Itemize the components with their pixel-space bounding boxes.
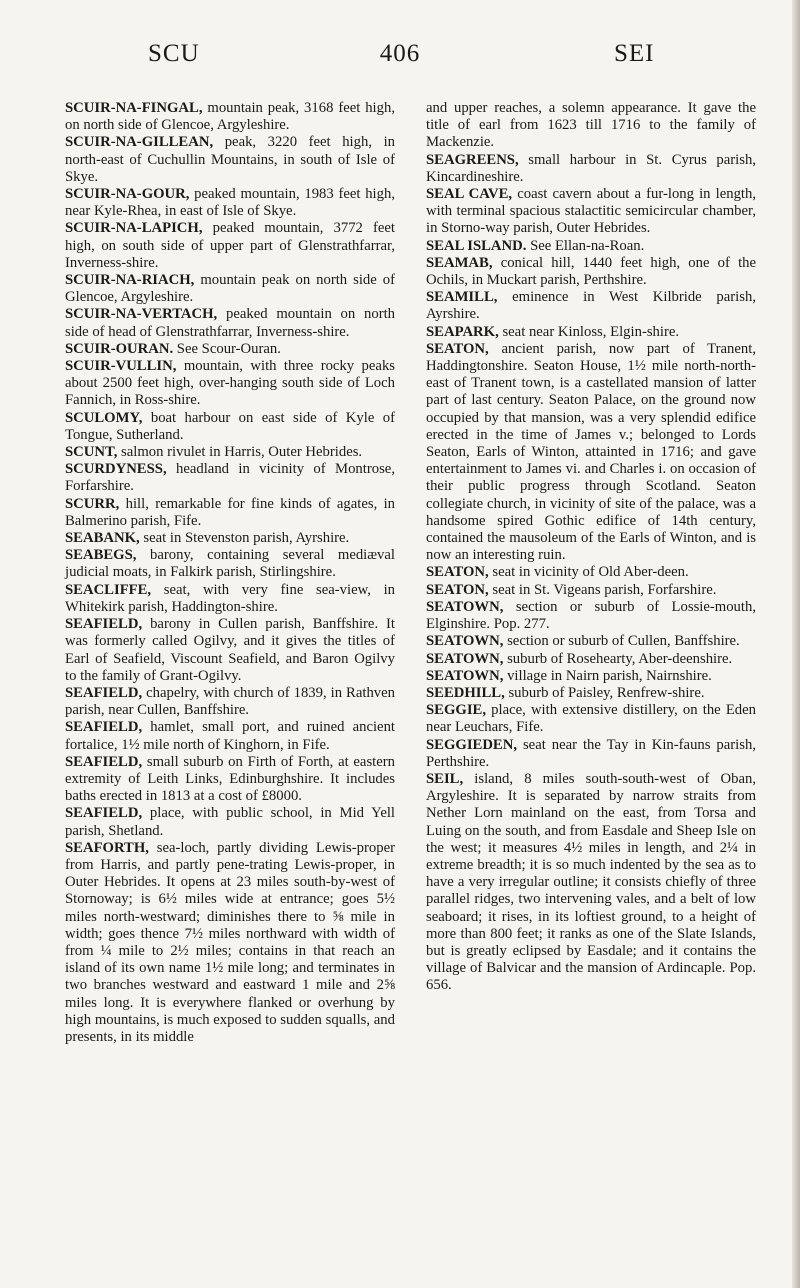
left-column [65,100,395,1046]
gazetteer-entry [426,771,756,995]
gazetteer-entry [65,444,395,461]
gazetteer-entry [65,461,395,495]
gazetteer-entry [426,324,756,341]
entry-text: headland in vicinity of Montrose, Forfarshire. [65,461,396,495]
gazetteer-entry [426,289,756,323]
entry-text: hill, remarkable for fine kinds of agates, in Balmerino parish, Fife. [65,495,396,529]
gazetteer-entry [426,341,756,565]
entry-headword: SEACLIFFE, [65,581,152,598]
entry-headword: SEAL ISLAND. [426,237,527,254]
entry-headword: SCUIR-NA-VERTACH, [65,306,218,323]
entry-headword: SEATOWN, [426,598,504,615]
entry-headword: SEIL, [426,770,464,787]
entry-headword: SEAFIELD, [65,753,143,770]
entry-headword: SEGGIE, [426,702,486,719]
entry-headword: SEAGREENS, [426,151,519,168]
page-edge [792,0,800,1288]
entry-text: sea-loch, partly dividing Lewis-proper from Harris, and partly pene-trating Lewis-proper, in Outer Hebrides. It opens at 23 miles south-by-west of Stornoway; is 6½ miles wide at entrance; goes 5½ miles north-westward; diminishes there to ⅝ mile in width; goes thence 7½ miles northward with width of from ¼ mile to 2½ miles; contains in that reach an island of its own name 1½ mile long; and terminates in two branches westward and eastward 1 mile and 2⅝ miles long. It is everywhere flanked or overhung by high mountains, is much exposed to sudden squalls, and presents, in its middle [65,839,395,1045]
entry-headword: SEABANK, [65,530,140,547]
entry-text: seat in vicinity of Old Aber-deen. [492,564,689,581]
entry-text: barony, containing several mediæval judicial moats, in Falkirk parish, Stirlingshire. [65,547,395,581]
entry-headword: SEATOWN, [426,667,504,684]
entry-text: seat, with very fine sea-view, in Whitekirk parish, Haddington-shire. [65,581,396,615]
entry-headword: SCUIR-NA-GOUR, [65,186,190,203]
gazetteer-entry [65,530,395,547]
entry-headword: SCULOMY, [65,409,143,426]
gazetteer-entry [65,547,395,581]
gazetteer-entry [65,186,395,220]
entry-text: small harbour in St. Cyrus parish, Kincardineshire. [426,151,756,185]
entry-text: seat in St. Vigeans parish, Forfarshire. [492,581,717,598]
entry-text: ancient parish, now part of Tranent, Haddingtonshire. Seaton House, 1½ mile north-north-east of Tranent town, is a castellated mansion of latter part of last century. Seaton Palace, on the ground now occupied by that mansion, was a very splendid edifice erected in the time of James v.; belonged to Lords Seaton, Earls of Winton, attainted in 1716; and gave entertainment to James vi. and Charles i. on occasion of their public progress through Scotland. Seaton collegiate church, in vicinity of site of the palace, was a handsome spired Gothic edifice of 14th century, contained the mausoleum of the Earls of Winton, and is now an interesting ruin. [426,340,756,564]
gazetteer-entry [426,255,756,289]
gazetteer-entry [426,582,756,599]
entry-text: place, with extensive distillery, on the Eden near Leuchars, Fife. [426,702,757,736]
entry-text: hamlet, small port, and ruined ancient fortalice, 1½ mile north of Kinghorn, in Fife. [65,719,395,753]
entry-text: village in Nairn parish, Nairnshire. [507,667,712,684]
entry-text: mountain peak on north side of Glencoe, Argyleshire. [65,272,396,306]
gazetteer-entry [426,668,756,685]
gazetteer-entry [65,840,395,1046]
entry-headword: SEAFIELD, [65,684,143,701]
gazetteer-entry [65,685,395,719]
gazetteer-entry [426,737,756,771]
entry-headword: SEAFIELD, [65,805,143,822]
gazetteer-entry [426,238,756,255]
entry-text: suburb of Rosehearty, Aber-deenshire. [507,650,733,667]
gazetteer-entry [426,702,756,736]
entry-text: coast cavern about a fur-long in length, with terminal spacious stalactitic semicircular chamber, in Storno-way parish, Outer Hebrides. [426,186,757,237]
gazetteer-entry [65,616,395,685]
gazetteer-entry [65,306,395,340]
entry-text: conical hill, 1440 feet high, one of the Ochils, in Muckart parish, Perthshire. [426,254,757,289]
gazetteer-entry [426,100,756,152]
entry-text: seat in Stevenston parish, Ayrshire. [143,530,350,547]
entry-headword: SEEDHILL, [426,684,505,701]
entry-text: seat near the Tay in Kin-fauns parish, Perthshire. [426,736,756,770]
header-left-catchword: SCU [148,40,200,67]
gazetteer-entry [65,220,395,272]
gazetteer-entry [426,564,756,581]
entry-headword: SCURDYNESS, [65,461,167,478]
gazetteer-entry [426,633,756,650]
entry-text: See Scour-Ouran. [176,340,281,357]
entry-text: barony in Cullen parish, Banffshire. It was formerly called Ogilvy, and it gives the titles of Earl of Seafield, Viscount Seafield, and Baron Ogilvy to the family of Grant-Ogilvy. [65,616,396,684]
gazetteer-entry [65,805,395,839]
entry-text: and upper reaches, a solemn appearance. It gave the title of earl from 1623 till 1716 to the family of Mackenzie. [426,100,756,151]
entry-text: island, 8 miles south-south-west of Oban, Argyleshire. It is separated by narrow straits from Nether Lorn mainland on the east, from Torsa and Luing on the south, and from Easdale and Sheep Isle on the west; it measures 4½ miles in length, and 2¼ in extreme breadth; it is so much indented by the sea as to have a very irregular outline; it consists chiefly of three parallel ridges, two intervening vales, and a belt of low seaboard; it rises, in its loftiest ground, to a height of more than 800 feet; it ranks as one of the Slate Islands, but is greatly eclipsed by Easdale; and it contains the village of Balvicar and the mansion of Ardincaple. Pop. 656. [426,770,756,994]
entry-headword: SEABEGS, [65,547,137,564]
entry-headword: SEATOWN, [426,650,504,667]
gazetteer-entry [65,754,395,806]
header-right-catchword: SEI [614,40,655,67]
gazetteer-entry [65,358,395,410]
gazetteer-entry [65,134,395,186]
entry-headword: SEATON, [426,581,489,598]
gazetteer-entry [65,582,395,616]
right-column [426,100,756,995]
entry-text: See Ellan-na-Roan. [530,237,645,254]
entry-headword: SCUIR-VULLIN, [65,358,177,375]
entry-headword: SEGGIEDEN, [426,736,518,753]
gazetteer-entry [65,410,395,444]
entry-headword: SEATON, [426,340,489,357]
page-number: 406 [379,40,421,67]
entry-headword: SEAMILL, [426,289,498,306]
entry-text: small suburb on Firth of Forth, at eastern extremity of Leith Links, Edinburghshire. It includes baths erected in 1813 at a cost of £8000. [65,753,395,805]
entry-headword: SCUIR-NA-LAPICH, [65,220,203,237]
entry-text: peaked mountain, 3772 feet high, on south side of upper part of Glenstrathfarrar, Inverness-shire. [65,220,395,271]
gazetteer-entry [65,719,395,753]
entry-headword: SEAMAB, [426,254,493,271]
entry-headword: SCUIR-NA-GILLEAN, [65,134,214,151]
entry-headword: SEAFORTH, [65,839,149,856]
entry-text: section or suburb of Lossie-mouth, Elginshire. Pop. 277. [426,598,756,633]
entry-headword: SCUNT, [65,444,118,461]
entry-text: chapelry, with church of 1839, in Rathven parish, near Cullen, Banffshire. [65,684,395,719]
entry-headword: SCUIR-OURAN. [65,340,174,357]
entry-headword: SCUIR-NA-FINGAL, [65,100,203,116]
entry-headword: SCUIR-NA-RIACH, [65,272,195,289]
entry-text: eminence in West Kilbride parish, Ayrshire. [426,289,756,323]
entry-text: peaked mountain, 1983 feet high, near Kyle-Rhea, in east of Isle of Skye. [65,186,395,220]
entry-text: seat near Kinloss, Elgin-shire. [502,323,680,340]
entry-text: salmon rivulet in Harris, Outer Hebrides. [121,444,363,461]
entry-headword: SEATOWN, [426,633,504,650]
entry-text: mountain, with three rocky peaks about 2500 feet high, over-hanging south side of Loch Fannich, in Ross-shire. [65,358,396,409]
entry-text: boat harbour on east side of Kyle of Tongue, Sutherland. [65,409,396,443]
gazetteer-entry [65,341,395,358]
gazetteer-entry [65,496,395,530]
entry-headword: SEAFIELD, [65,616,143,633]
entry-headword: SEAFIELD, [65,719,143,736]
entry-headword: SEAL CAVE, [426,186,513,203]
entry-text: suburb of Paisley, Renfrew-shire. [508,684,705,701]
entry-text: mountain peak, 3168 feet high, on north side of Glencoe, Argyleshire. [65,100,395,134]
gazetteer-entry [426,186,756,238]
gazetteer-entry [65,100,395,134]
entry-headword: SEATON, [426,564,489,581]
gazetteer-entry [426,152,756,186]
gazetteer-entry [426,599,756,633]
entry-headword: SEAPARK, [426,323,499,340]
gazetteer-entry [426,651,756,668]
entry-headword: SCURR, [65,495,120,512]
entry-text: peaked mountain on north side of head of Glenstrathfarrar, Inverness-shire. [65,306,396,340]
gazetteer-entry [426,685,756,702]
entry-text: place, with public school, in Mid Yell parish, Shetland. [65,805,395,839]
entry-text: section or suburb of Cullen, Banffshire. [507,633,740,650]
gazetteer-entry [65,272,395,306]
running-head [0,40,800,80]
entry-text: peak, 3220 feet high, in north-east of Cuchullin Mountains, in south of Isle of Skye. [65,134,395,185]
